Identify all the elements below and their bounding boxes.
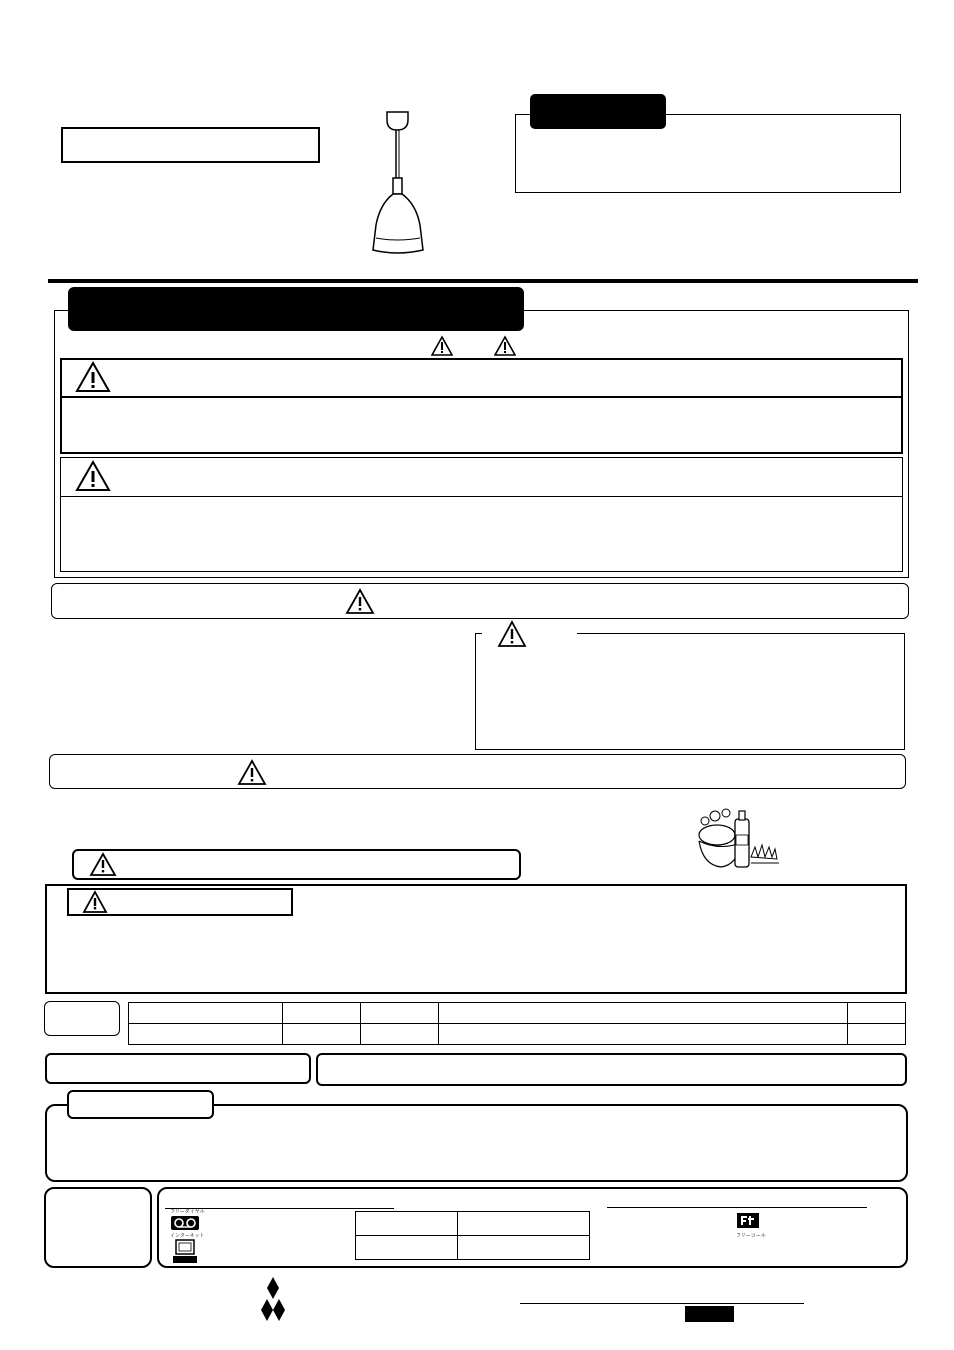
three-diamonds-logo [257,1277,289,1323]
warning-triangle-icon [345,588,375,615]
internet-pc-icon [170,1233,204,1265]
contact-label-box [44,1187,152,1268]
table-cell [458,1236,590,1260]
caution-triangle-icon [494,335,516,357]
table-cell [129,1003,283,1024]
caution-triangle-icon [75,460,111,492]
note-box [475,633,905,750]
table-cell [361,1003,439,1024]
table-cell [458,1212,590,1236]
table-row [129,1003,906,1024]
header-divider [48,279,918,283]
warning-triangle-icon [431,335,453,357]
info-box-right [316,1053,907,1086]
warning-triangle-icon [497,620,527,648]
notice-title-tab [530,94,666,129]
warning-triangle-icon [237,759,267,786]
model-name-box [61,127,320,163]
table-cell [361,1024,439,1045]
table-cell [439,1003,848,1024]
warning-triangle-icon [75,361,111,393]
free-dial-label: フリーダイヤル [170,1209,205,1215]
table-row [356,1212,590,1236]
caution-block-header [60,457,903,497]
table-cell [283,1003,361,1024]
warning-block-body [60,396,903,454]
install-caution-bar [51,583,909,619]
cleaning-supplies-illustration [695,807,785,875]
internet-label: インターネット [170,1233,205,1239]
footer-code-block [685,1306,734,1322]
free-dial-icon [170,1209,204,1233]
footer-line [520,1303,804,1304]
table-cell [848,1003,906,1024]
free-call-label: フリーコール [736,1233,766,1239]
table-cell [283,1024,361,1045]
warning-block-header [60,358,903,398]
free-call-icon [736,1212,770,1239]
table-cell [439,1024,848,1045]
table-cell [356,1236,458,1260]
info-box-left [45,1053,311,1084]
service-section-tab [67,1090,214,1119]
warning-triangle-icon [89,852,117,877]
specs-table [128,1002,906,1045]
table-row [356,1236,590,1260]
contact-table [355,1211,590,1260]
table-cell [848,1024,906,1045]
pendant-lamp-illustration [360,100,435,260]
table-cell [356,1212,458,1236]
warning-triangle-icon [82,890,108,914]
specs-label-box [44,1001,120,1036]
caution-block-body [60,496,903,572]
safety-section-title-tab [68,287,524,331]
contact-divider-right [607,1207,867,1208]
usage-caution-bar [49,754,906,789]
maintenance-label-box [72,849,521,880]
table-row [129,1024,906,1045]
table-cell [129,1024,283,1045]
